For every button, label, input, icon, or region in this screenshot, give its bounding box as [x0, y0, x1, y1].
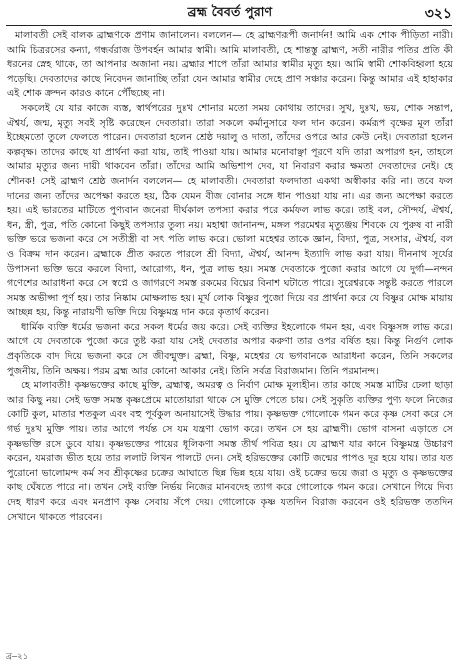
page-number: ৩২১ — [424, 6, 452, 22]
signature-mark: ব্র—২১ — [6, 652, 29, 662]
paragraph: ধার্মিক ব্যক্তি ধর্মের ভজনা করে সকল ধর্মের জয় করে। সেই ব্যক্তির ইহলোকে গমন হয়, এবং বিষ্ণুসঙ্গ লাভ করে। আগে যে দেবতাকে পুজো করে তুষ্ট করা যায় সেই দেবতার অপার করুণা তার ওপর বর্ষিত হয়। কিন্তু নির্গুণ লোক প্রকৃতিকে বাদ দিয়ে ভজনা করে সে জীবন্মুক্ত। ব্রহ্মা, বিষ্ণু, মহেশ্বর যে ভগবানকে আরাধনা করেন, তিনি সকলের পুজনীয়, তিনি অক্ষয়। পরম ব্রহ্ম আর কোনো আকার নেই। তিনি সর্বত্র বিরাজমান। তিনি পরমানন্দ। — [7, 321, 453, 377]
body-text — [7, 29, 453, 649]
header-rule — [6, 25, 452, 26]
paragraph: মালাবতী সেই বালক ব্রাহ্মণকে প্রণাম জানালেন। বললেন— হে ব্রাহ্মণরূপী জনার্দন! আমি এক শোক পীড়িতা নারী। আমি চিত্ররসের কন্যা, গন্ধর্বরাজ উপবর্হন আমার স্বামী। আমি মালাবতী, হে শান্তস্তু ব্রাহ্মণ, সতী নারীর পতির প্রতি কী ধরনের স্নেহ থাকে, তা আপনার অজানা নয়। ব্রহ্মার শাপে তাঁরা আমার স্বামীর মৃত্যু হয়। আমি স্বামী শোকবিহ্বলা হয়ে পড়েছি। দেবতাদের কাছে নিবেদন জানাচ্ছি তাঁরা যেন আমার স্বামীর দেহে প্রাণ সঞ্চার করেন। কিন্তু আমার এই হাহাকার এই শোক ক্রন্দন কারও কানে পৌঁছচ্ছে না। — [7, 30, 453, 100]
page-header — [6, 2, 454, 24]
paragraph: সকলেই যে যার কাজে ব্যস্ত, স্বার্থপরের দুঃখ শোনার মতো সময় কোথায় তাদের। সুখ, দুঃখ, ভয়, শোক সন্তাপ, ঐশ্বর্য, জন্ম, মৃত্যু সবই সৃষ্টি করেছেন দেবতারা। তারা সকলে কর্মানুসারে ফল দান করেন। কর্মরূপ বৃক্ষের মূল তাঁরা ইচ্ছেমতো তুলে ফেলতে পারেন। দেবতারা হলেন শ্রেষ্ঠ দয়ালু ও দাতা, তাঁদের ওপরে আর কেউ নেই। দেবতারা হলেন কল্পবৃক্ষ। তাদের কাছে যা প্রার্থনা করা যায়, তাই পাওয়া যায়। আমার মনোবাঞ্ছা পূরণে যদি তারা অপারগ হন, তাহলে আমার মৃত্যুর জন্য দায়ী থাকবেন তাঁরা। তাঁদের আমি অভিশাপ দেব, যা নিবারণ করার ক্ষমতা দেবতাদের নেই। হে শৌনক! সেই ব্রাহ্মণ শ্রেষ্ঠ জনার্দন বললেন— হে মালাবতী। দেবতারা ফলদাতা একথা অস্বীকার করি না। তবে ফল দানের জন্য তাঁদের অপেক্ষা করতে হয়, ঠিক যেমন বীজ বোনার সঙ্গে ধান পাওয়া যায় না। এর জন্য অপেক্ষা করতে হয়। এই ভারতের মাটিতে পুণ্যবান জনেরা দীর্ঘকাল তপস্যা করার পরে কর্মফল লাভ করে। তাই বল, সৌন্দর্য, ঐশ্বর্য, ধন, স্ত্রী, পুত্র, পতি কোনো কিছুই তপস্যার তুল্য নয়। মহাশ্বা জানানন্দ, মঙ্গল পরমেশ্বর মৃত্যুঞ্জয় শিবকে যে পুরুষ বা নারী ভক্তি ভরে ভজনা করে সে সতীস্ত্রী বা সৎ পতি লাভ করে। ভোলা মহেশ্বর তাকে জ্ঞান, বিদ্যা, পুত্র, সংসার, ঐশ্বর্য, বল ও বিক্রম দান করেন। ব্রহ্মাকে প্রীত করতে পারলে শ্রী বিদ্যা, ঐশ্বর্য, আনন্দ ইত্যাদি লাভ করা যায়। দীননাথ সূর্যের উপাসনা ভক্তি ভরে করলে বিদ্যা, আরোগ্য, ধন, পুত্র লাভ হয়। সমস্ত দেবতাকে পুজো করার আগে যে দুর্গা—নন্দন গণেশের আরাধনা করে সে স্বপ্নে ও জাগরণে সমস্ত রকমের বিঘ্নের বিনাশ ঘটাতে পারে। সুরেশ্বরকে সন্তুষ্ট করতে পারলে সমস্ত অভীপ্সা পূর্ণ হয়। তার নিষ্কাম মোক্ষলাভ হয়। মূর্খ লোক বিষ্ণুর পুজো দিয়ে বর প্রার্থনা করে যে বিষ্ণুর মোক্ষ মায়ায় আচ্ছন্ন হয়, কিন্তু নারায়ণী ভক্তি দিয়ে বিষ্ণুমন্ত্র দান করে কৃতার্থ করেন। — [7, 102, 453, 319]
running-title: ব্রহ্ম বৈবর্ত পুরাণ — [187, 4, 273, 19]
paragraph: হে মালাবতী! কৃষ্ণভক্তের কাছে মুক্তি, ব্রহ্মাত্ব, অমরত্ব ও নির্বাণ মোক্ষ মূল্যহীন। তার কাছে সমস্ত মাটির ঢেলা ছাড়া আর কিছু নয়। সেই ভক্ত সমস্ত কৃষ্ণপ্রেমে মাতোয়ারা থাকে সে মুক্তি পেতে চায়। সেই সুকৃতি ব্যক্তির পুণ্য ফলে নিজের কোটি কুল, মাতার শতকুল এবং বহু পূর্বকুল অনায়াসেই উদ্ধার পায়। কৃষ্ণভক্ত গোলোকে গমন করে কৃষ্ণ সেবা করে সে গর্ভ দুঃখ মুক্তি পায়। তার আগে পর্যন্ত সে যম যন্ত্রণা ভোগ করে। তখন সে হয় ব্রাহ্মণী। ভোগ বাসনা এড়াতে সে কৃষ্ণভক্তি রসে ডুবে যায়। কৃষ্ণভক্তের পায়ের ধূলিকণা সমস্ত তীর্থ পবিত্র হয়। যে ব্রাহ্মণ যার কানে বিষ্ণুমন্ত্র উচ্চারণ করেন, যমরাজ ভীত হয়ে তার ললাট লিখন পালটে দেন। সেই হরিভক্তের কোটি জন্মের পাপও দূর হয়ে যায়। তার যত পুরোনো ভালোমন্দ কর্ম সব শ্রীকৃষ্ণের চক্রের আঘাতে ছিন্ন ভিন্ন হয়ে যায়। ওই চক্রের ভয়ে জরা ও মৃত্যু ও কৃষ্ণভক্তের কাছ ঘেঁষতে পারে না। তখন সেই ব্যক্তি নির্ভয় নিজের মানবদেহ ত্যাগ করে গোলোকে গমন করে। সেখানে গিয়ে দিব্য দেহ ধারণ করে এবং মনপ্রাণ কৃষ্ণ সেবায় সঁপে দেয়। গোলোকে কৃষ্ণ যতদিন বিরাজ করবেন ওই হরিভক্ত ততদিন সেখানে থাকতে পারবেন। — [7, 380, 453, 523]
